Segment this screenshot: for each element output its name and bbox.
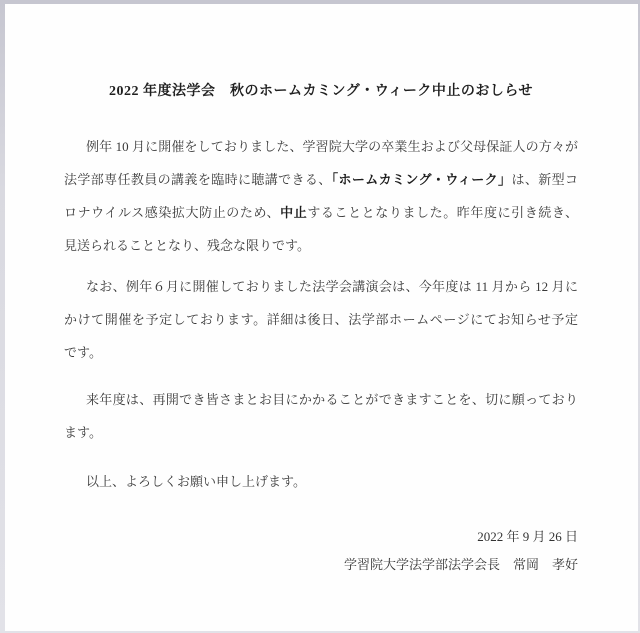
text-segment: かけて開催を予定しております。詳細は後日、法学部ホームページにてお知らせ予定 bbox=[64, 312, 578, 327]
text-line bbox=[64, 383, 578, 416]
paragraph bbox=[64, 465, 578, 498]
text-line bbox=[64, 270, 578, 303]
paragraph bbox=[64, 130, 578, 262]
text-segment: 来年度は、再開でき皆さまとお目にかかることができますことを、切に願っており bbox=[86, 392, 578, 407]
text-line bbox=[64, 303, 578, 336]
text-segment: なお、例年６月に開催しておりました法学会講演会は、今年度は 11 月から 12 月に bbox=[86, 279, 578, 294]
text-segment: は、新型コ bbox=[511, 172, 578, 187]
text-segment: ます。 bbox=[64, 425, 102, 440]
text-line bbox=[64, 163, 578, 196]
emphasized-text: 「ホームカミング・ウィーク」 bbox=[331, 172, 512, 187]
paragraph bbox=[64, 270, 578, 369]
text-line bbox=[64, 229, 578, 262]
document-body bbox=[64, 130, 578, 498]
paragraph bbox=[64, 383, 578, 449]
document-page bbox=[5, 4, 638, 631]
text-line bbox=[64, 416, 578, 449]
document-date: 2022 年 9 月 26 日 bbox=[477, 529, 578, 544]
text-line bbox=[64, 196, 578, 229]
text-segment: することとなりました。昨年度に引き続き、 bbox=[307, 205, 579, 220]
text-segment: 見送られることとなり、残念な限りです。 bbox=[64, 238, 310, 253]
text-line bbox=[64, 336, 578, 369]
document-footer bbox=[64, 523, 578, 579]
document-title: 2022 年度法学会 秋のホームカミング・ウィーク中止のおしらせ bbox=[109, 84, 533, 99]
text-segment: です。 bbox=[64, 345, 102, 360]
text-segment: 以上、よろしくお願い申し上げます。 bbox=[86, 474, 306, 489]
text-segment: ロナウイルス感染拡大防止のため、 bbox=[64, 205, 281, 220]
emphasized-text: 中止 bbox=[280, 205, 308, 220]
text-line bbox=[64, 130, 578, 163]
text-segment: 法学部専任教員の講義を臨時に聴講できる、 bbox=[64, 172, 332, 187]
text-line bbox=[64, 465, 578, 498]
document-signature: 学習院大学法学部法学会長 常岡 孝好 bbox=[343, 557, 578, 572]
text-segment: 例年 10 月に開催をしておりました、学習院大学の卒業生および父母保証人の方々が bbox=[86, 139, 578, 154]
